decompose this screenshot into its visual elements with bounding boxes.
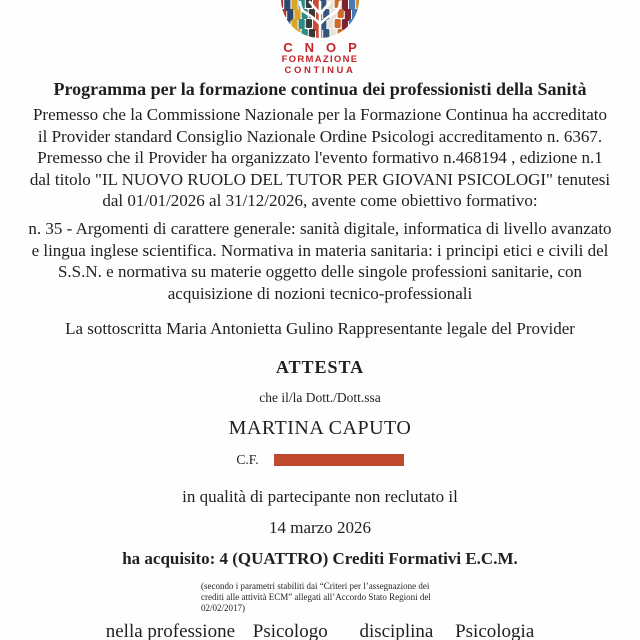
che-line: che il/la Dott./Dott.ssa [259,390,381,405]
logo-subtitle-continua: CONTINUA [284,64,356,76]
obiettivo-line: S.S.N. e normativa su materie oggetto delle singole professioni sanitarie, con [57,262,583,281]
attesta-heading: ATTESTA [275,357,365,377]
event-date: 14 marzo 2026 [269,518,371,537]
footnote-line: crediti alle attività ECM” allegati all’Accordo Stato Regioni del [201,591,431,602]
premessa-line: il Provider standard Consiglio Nazionale Ordine Psicologi accreditamento n. 6367. [37,126,603,146]
premessa-line: dal 01/01/2026 al 31/12/2026, avente come obiettivo formativo: [102,191,538,210]
profession-label: nella professione [105,621,235,640]
obiettivo-line: e lingua inglese scientifica. Normativa in materia sanitaria: i principi etici e civili del [31,240,609,260]
logo-subtitle-formazione: FORMAZIONE [281,54,359,65]
participation-line: in qualità di partecipante non reclutato il [182,487,458,506]
participant-name: MARTINA CAPUTO [228,417,412,439]
fiscal-code-redaction-bar [274,454,404,466]
discipline-value: Psicologia [455,621,535,640]
premessa-line: Premesso che la Commissione Nazionale per la Formazione Continua ha accreditato [32,105,608,124]
cnop-logo [260,0,380,75]
premessa-paragraph [0,104,640,212]
premessa-line: dal titolo "IL NUOVO RUOLO DEL TUTOR PER GIOVANI PSICOLOGI" tenutesi [29,169,611,189]
profession-line [0,621,640,640]
document-title: Programma per la formazione continua dei professionisti della Sanità [53,79,587,99]
cnop-logo-icon [280,0,360,40]
fiscal-code-row [0,452,640,468]
profession-value: Psicologo [252,621,328,640]
legal-representative-line: La sottoscritta Maria Antonietta Gulino Rappresentante legale del Provider [65,319,575,338]
footnote-line: 02/02/2017) [201,602,245,613]
logo-org-name: CNOP [283,40,369,55]
footnote-line: (secondo i parametri stabiliti dai “Criteri per l’assegnazione dei [201,581,430,591]
obiettivo-paragraph [0,218,640,304]
fiscal-code-label: C.F. [236,452,259,467]
obiettivo-line: n. 35 - Argomenti di carattere generale: sanità digitale, informatica di livello avanzato [28,219,612,238]
premessa-line: Premesso che il Provider ha organizzato l'evento formativo n.468194 , edizione n.1 [37,148,603,167]
credits-footnote [201,581,451,613]
credits-line: ha acquisito: 4 (QUATTRO) Crediti Formativi E.C.M. [122,549,518,568]
obiettivo-line: acquisizione di nozioni tecnico-professionali [167,283,473,303]
discipline-label: disciplina [359,621,434,640]
